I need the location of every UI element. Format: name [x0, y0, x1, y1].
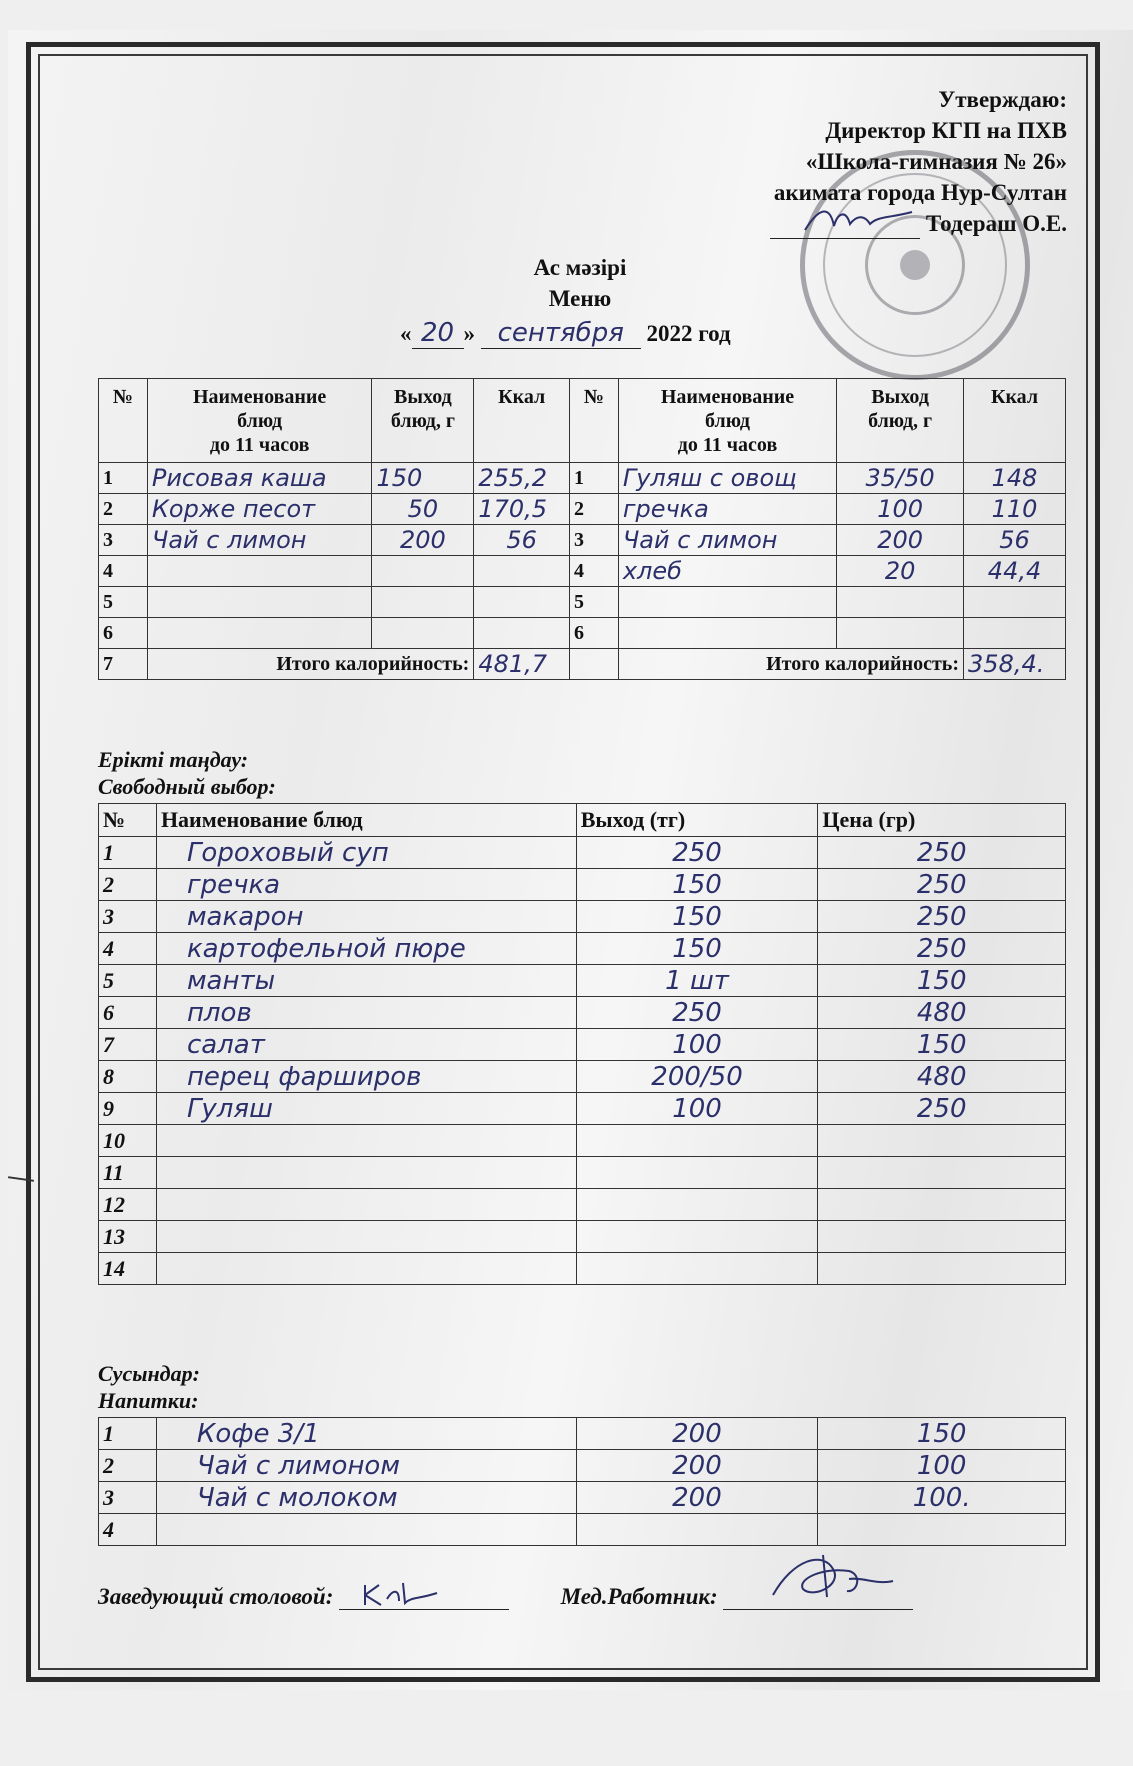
dish-name: Гуляш	[156, 1093, 576, 1125]
dish-name: Чай с лимон	[618, 525, 836, 556]
dish-yield	[372, 618, 474, 649]
approval-signature-row	[770, 208, 1067, 239]
dish-name: перец фарширов	[156, 1061, 576, 1093]
menu-date	[400, 318, 780, 349]
drinks-heading	[98, 1360, 200, 1414]
med-signature-icon	[753, 1549, 903, 1605]
dish-name: Рисовая каша	[147, 463, 372, 494]
table-row	[99, 1029, 1066, 1061]
dish-yield: 200/50	[576, 1061, 818, 1093]
director-signature-icon	[800, 202, 920, 236]
date-open-quote: «	[400, 321, 412, 346]
dish-yield: 50	[372, 494, 474, 525]
row-num: 1	[99, 463, 148, 494]
dish-yield	[576, 1189, 818, 1221]
dish-price: 250	[818, 933, 1066, 965]
dish-price: 250	[818, 869, 1066, 901]
dish-yield	[837, 587, 964, 618]
table-row	[99, 997, 1066, 1029]
row-num: 9	[99, 1093, 157, 1125]
dish-kcal	[964, 618, 1066, 649]
menu-title-kz: Ас мәзірі	[533, 255, 627, 280]
drink-name: Чай с молоком	[156, 1482, 576, 1514]
drink-yield	[576, 1514, 818, 1546]
dish-price	[818, 1157, 1066, 1189]
dish-name	[147, 556, 372, 587]
row-num: 6	[99, 618, 148, 649]
dish-yield: 250	[576, 837, 818, 869]
table-row	[99, 1125, 1066, 1157]
dish-kcal: 170,5	[474, 494, 570, 525]
free-choice-header-row	[99, 804, 1066, 837]
dish-price: 480	[818, 1061, 1066, 1093]
row-num: 5	[569, 587, 618, 618]
table-row	[99, 837, 1066, 869]
dish-name	[618, 618, 836, 649]
row-num: 5	[99, 965, 157, 997]
main-menu-table	[98, 378, 1066, 680]
approval-line-4: акимата города Нур-Султан	[773, 180, 1067, 205]
footer-signatures	[98, 1583, 1078, 1610]
dish-name: салат	[156, 1029, 576, 1061]
dish-yield: 150	[576, 869, 818, 901]
approval-line-1: Утверждаю:	[938, 87, 1067, 112]
drink-price	[818, 1514, 1066, 1546]
dish-kcal: 255,2	[474, 463, 570, 494]
drink-yield: 200	[576, 1482, 818, 1514]
dish-yield: 150	[576, 933, 818, 965]
total-kcal-left: 481,7	[474, 649, 570, 680]
col-num: №	[99, 804, 157, 837]
col-kcal-left: Ккал	[474, 379, 570, 463]
dish-yield: 100	[576, 1029, 818, 1061]
free-choice-table	[98, 803, 1066, 1285]
row-num: 6	[99, 997, 157, 1029]
row-num: 4	[99, 933, 157, 965]
dish-name: Гуляш с овощ	[618, 463, 836, 494]
director-name: Тодераш О.Е.	[925, 211, 1067, 236]
row-num: 1	[569, 463, 618, 494]
dish-kcal: 110	[964, 494, 1066, 525]
dish-price: 150	[818, 1029, 1066, 1061]
director-signature-line	[770, 214, 920, 239]
dish-name: манты	[156, 965, 576, 997]
approval-block	[770, 84, 1067, 239]
table-row	[99, 587, 1066, 618]
dish-yield	[372, 556, 474, 587]
row-num: 2	[99, 494, 148, 525]
dish-name: гречка	[618, 494, 836, 525]
dish-yield	[372, 587, 474, 618]
dish-yield: 100	[837, 494, 964, 525]
drink-price: 100	[818, 1450, 1066, 1482]
head-of-canteen-signature-line	[339, 1583, 509, 1610]
row-num: 12	[99, 1189, 157, 1221]
dish-price	[818, 1253, 1066, 1285]
dish-name	[618, 587, 836, 618]
dish-yield: 200	[372, 525, 474, 556]
row-num: 3	[99, 1482, 157, 1514]
dish-kcal	[474, 587, 570, 618]
drink-yield: 200	[576, 1450, 818, 1482]
dish-kcal	[474, 556, 570, 587]
dish-yield: 100	[576, 1093, 818, 1125]
dish-yield: 35/50	[837, 463, 964, 494]
dish-kcal: 44,4	[964, 556, 1066, 587]
drink-price: 100.	[818, 1482, 1066, 1514]
row-num: 2	[99, 869, 157, 901]
dish-name	[156, 1125, 576, 1157]
row-num: 6	[569, 618, 618, 649]
row-num: 10	[99, 1125, 157, 1157]
row-num: 2	[99, 1450, 157, 1482]
dish-name: Корже песот	[147, 494, 372, 525]
dish-yield	[576, 1253, 818, 1285]
table-row	[99, 965, 1066, 997]
dish-yield: 200	[837, 525, 964, 556]
row-num: 1	[99, 837, 157, 869]
dish-name: макарон	[156, 901, 576, 933]
dish-price: 150	[818, 965, 1066, 997]
dish-kcal	[474, 618, 570, 649]
dish-price: 250	[818, 837, 1066, 869]
table-row	[99, 1482, 1066, 1514]
drinks-table	[98, 1417, 1066, 1546]
table-row	[99, 1450, 1066, 1482]
approval-line-3: «Школа-гимназия № 26»	[805, 149, 1067, 174]
dish-yield: 250	[576, 997, 818, 1029]
dish-name: гречка	[156, 869, 576, 901]
dish-name	[156, 1221, 576, 1253]
row-num: 7	[99, 649, 148, 680]
row-num: 5	[99, 587, 148, 618]
menu-title-block	[400, 252, 760, 314]
row-num: 1	[99, 1418, 157, 1450]
col-yield-left: Выход блюд, г	[372, 379, 474, 463]
menu-title-ru: Меню	[548, 286, 612, 311]
table-row	[99, 1189, 1066, 1221]
col-num-left: №	[99, 379, 148, 463]
dish-yield: 150	[372, 463, 474, 494]
col-name: Наименование блюд	[156, 804, 576, 837]
table-row	[99, 1157, 1066, 1189]
row-num: 7	[99, 1029, 157, 1061]
table-row	[99, 1093, 1066, 1125]
main-table-header-row	[99, 379, 1066, 463]
head-of-canteen-label: Заведующий столовой:	[98, 1584, 334, 1609]
col-yield-right: Выход блюд, г	[837, 379, 964, 463]
dish-price: 250	[818, 901, 1066, 933]
row-num: 4	[99, 1514, 157, 1546]
drinks-title-ru: Напитки:	[98, 1388, 199, 1413]
row-num: 3	[99, 525, 148, 556]
total-label-right: Итого калорийность:	[618, 649, 963, 680]
med-worker-signature-line	[723, 1583, 913, 1610]
row-num: 3	[569, 525, 618, 556]
row-num: 4	[99, 556, 148, 587]
drinks-title-kz: Сусындар:	[98, 1361, 200, 1386]
date-year: 2022 год	[646, 321, 731, 346]
table-row	[99, 1061, 1066, 1093]
date-close-quote: »	[463, 321, 475, 346]
row-num: 2	[569, 494, 618, 525]
med-worker-label: Мед.Работник:	[560, 1584, 718, 1609]
seal-emblem-center	[900, 250, 930, 280]
dish-yield	[576, 1125, 818, 1157]
col-num-right: №	[569, 379, 618, 463]
dish-price: 250	[818, 1093, 1066, 1125]
head-signature-icon	[359, 1579, 449, 1609]
dish-name	[147, 618, 372, 649]
table-row	[99, 556, 1066, 587]
col-yield: Выход (тг)	[576, 804, 818, 837]
dish-yield	[837, 618, 964, 649]
dish-price: 480	[818, 997, 1066, 1029]
dish-name: хлеб	[618, 556, 836, 587]
table-row	[99, 901, 1066, 933]
dish-kcal	[964, 587, 1066, 618]
row-num: 3	[99, 901, 157, 933]
approval-line-2: Директор КГП на ПХВ	[825, 118, 1067, 143]
table-row	[99, 1514, 1066, 1546]
table-row	[99, 1418, 1066, 1450]
drink-price: 150	[818, 1418, 1066, 1450]
row-num: 8	[99, 1061, 157, 1093]
table-row	[99, 525, 1066, 556]
table-row	[99, 618, 1066, 649]
dish-yield: 150	[576, 901, 818, 933]
row-num: 13	[99, 1221, 157, 1253]
row-num: 14	[99, 1253, 157, 1285]
dish-name: Гороховый суп	[156, 837, 576, 869]
dish-name: Чай с лимон	[147, 525, 372, 556]
drink-name: Кофе 3/1	[156, 1418, 576, 1450]
free-choice-title-ru: Свободный выбор:	[98, 774, 276, 799]
total-row	[99, 649, 1066, 680]
dish-name	[156, 1253, 576, 1285]
free-choice-title-kz: Ерікті таңдау:	[98, 747, 249, 772]
date-month: сентября	[481, 318, 641, 349]
free-choice-heading	[98, 746, 276, 800]
dish-yield	[576, 1157, 818, 1189]
dish-kcal: 148	[964, 463, 1066, 494]
dish-price	[818, 1189, 1066, 1221]
table-row	[99, 1253, 1066, 1285]
dish-yield	[576, 1221, 818, 1253]
table-row	[99, 1221, 1066, 1253]
dish-price	[818, 1221, 1066, 1253]
date-day: 20	[412, 318, 464, 349]
dish-kcal: 56	[964, 525, 1066, 556]
col-name-right: Наименование блюд до 11 часов	[618, 379, 836, 463]
table-row	[99, 494, 1066, 525]
dish-name	[147, 587, 372, 618]
table-row	[99, 933, 1066, 965]
drink-name	[156, 1514, 576, 1546]
col-price: Цена (гр)	[818, 804, 1066, 837]
empty-cell	[569, 649, 618, 680]
dish-name: картофельной пюре	[156, 933, 576, 965]
dish-name: плов	[156, 997, 576, 1029]
dish-name	[156, 1157, 576, 1189]
dish-name	[156, 1189, 576, 1221]
dish-kcal: 56	[474, 525, 570, 556]
table-row	[99, 463, 1066, 494]
total-kcal-right: 358,4.	[964, 649, 1066, 680]
total-label-left: Итого калорийность:	[147, 649, 473, 680]
col-name-left: Наименование блюд до 11 часов	[147, 379, 372, 463]
col-kcal-right: Ккал	[964, 379, 1066, 463]
dish-yield: 20	[837, 556, 964, 587]
table-row	[99, 869, 1066, 901]
row-num: 11	[99, 1157, 157, 1189]
dish-price	[818, 1125, 1066, 1157]
drink-name: Чай с лимоном	[156, 1450, 576, 1482]
dish-yield: 1 шт	[576, 965, 818, 997]
drink-yield: 200	[576, 1418, 818, 1450]
row-num: 4	[569, 556, 618, 587]
